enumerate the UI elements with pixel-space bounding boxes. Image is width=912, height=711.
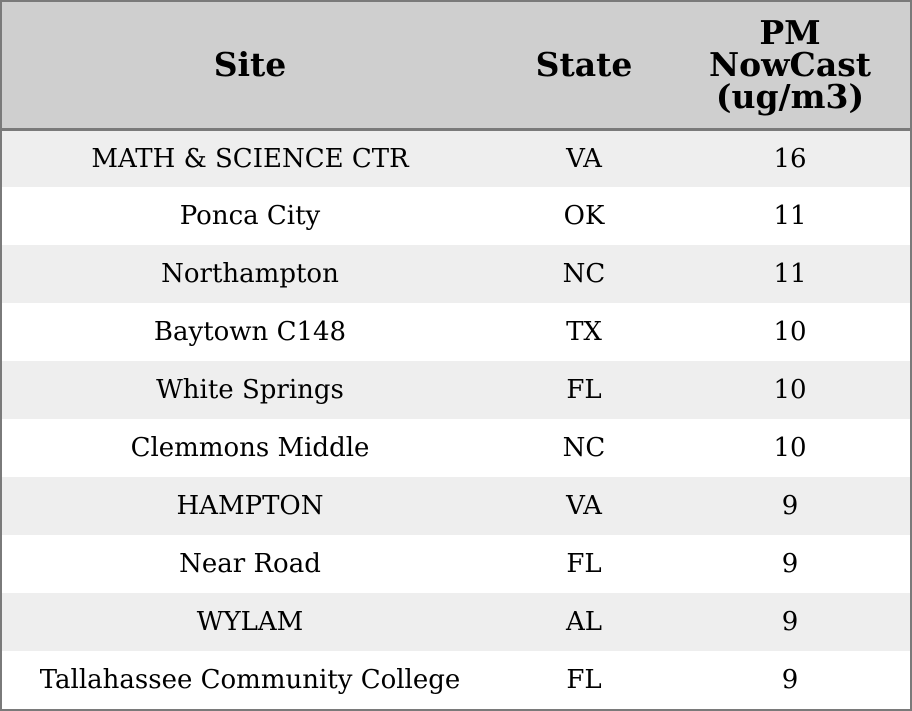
- state-cell: OK: [563, 201, 605, 231]
- state-cell: NC: [562, 433, 606, 463]
- table-row: [2, 419, 910, 477]
- site-cell: Tallahassee Community College: [39, 665, 461, 695]
- site-cell: Baytown C148: [153, 317, 347, 347]
- pm-value-cell: 9: [781, 607, 799, 637]
- site-cell: Near Road: [179, 549, 321, 579]
- table-row: [2, 303, 910, 361]
- pm-value-cell: 9: [781, 491, 799, 521]
- table-body: [2, 129, 910, 709]
- site-cell: HAMPTON: [176, 491, 324, 521]
- pm-value-cell: 10: [773, 433, 807, 463]
- pm-nowcast-table: [2, 2, 910, 709]
- state-column-header: State: [498, 2, 670, 129]
- table-header: [2, 2, 910, 129]
- pm-value-cell: 9: [781, 665, 799, 695]
- table-row: [2, 187, 910, 245]
- pm-header-line-2: NowCast: [708, 44, 872, 84]
- pm-header-line-3: (ug/m3): [715, 76, 865, 116]
- table-row: [2, 129, 910, 187]
- pm-value-cell: 11: [773, 259, 807, 289]
- pm-nowcast-column-header: [670, 2, 910, 129]
- table-row: [2, 361, 910, 419]
- site-cell: Ponca City: [179, 201, 321, 231]
- state-cell: VA: [566, 491, 602, 521]
- state-cell: FL: [566, 549, 602, 579]
- state-cell: FL: [566, 665, 602, 695]
- site-cell: Northampton: [161, 259, 339, 289]
- site-cell: WYLAM: [196, 607, 304, 637]
- site-cell: MATH & SCIENCE CTR: [91, 143, 409, 174]
- pm-value-cell: 11: [773, 201, 807, 231]
- pm-value-cell: 16: [773, 143, 807, 174]
- header-row: [2, 2, 910, 129]
- site-column-header: Site: [2, 2, 498, 129]
- state-cell: VA: [566, 143, 602, 174]
- site-cell: White Springs: [156, 375, 344, 405]
- site-cell: Clemmons Middle: [130, 433, 370, 463]
- table-row: [2, 245, 910, 303]
- pm-value-cell: 10: [773, 375, 807, 405]
- state-cell: TX: [566, 317, 602, 347]
- state-cell: AL: [565, 607, 603, 637]
- table-row: [2, 593, 910, 651]
- state-cell: FL: [566, 375, 602, 405]
- pm-value-cell: 10: [773, 317, 807, 347]
- table-row: [2, 477, 910, 535]
- pm-header-line-1: PM: [759, 12, 821, 52]
- table-row: [2, 535, 910, 593]
- state-cell: NC: [562, 259, 606, 289]
- pm-value-cell: 9: [781, 549, 799, 579]
- table-row: [2, 651, 910, 709]
